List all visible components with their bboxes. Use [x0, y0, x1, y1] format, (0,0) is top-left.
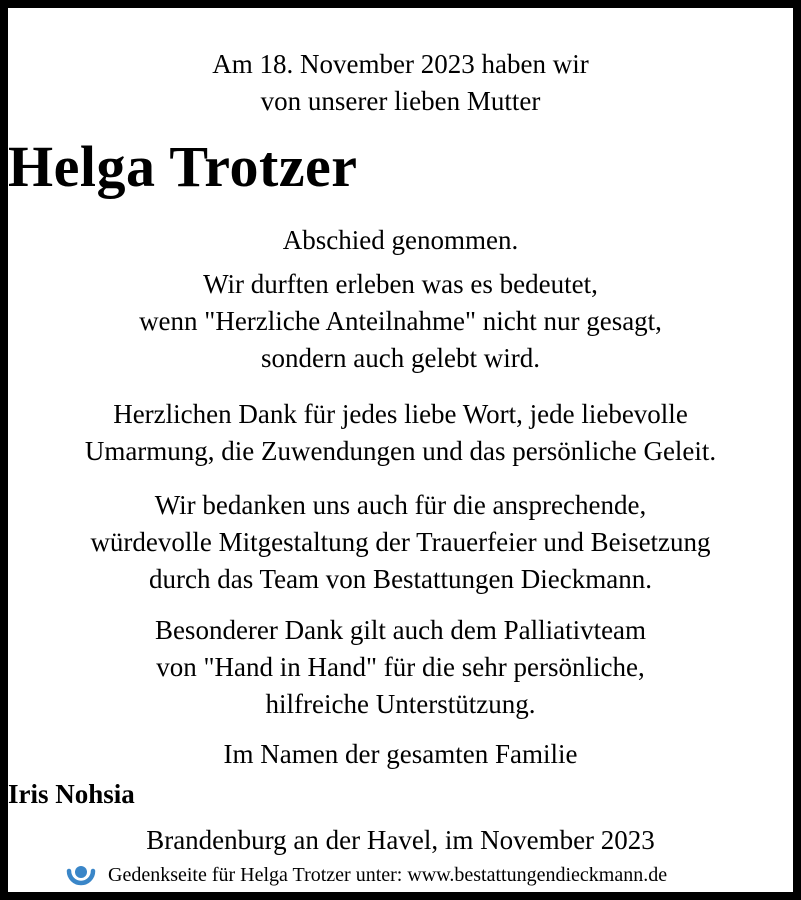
intro-line: von unserer lieben Mutter	[260, 86, 541, 116]
memorial-logo-icon	[64, 858, 98, 892]
paragraph-line: sondern auch gelebt wird.	[261, 343, 540, 373]
paragraph-dank	[8, 396, 793, 470]
place-date-text: Brandenburg an der Havel, im November 2023	[146, 825, 655, 855]
family-text: Im Namen der gesamten Familie	[223, 739, 578, 769]
place-date	[8, 822, 793, 859]
paragraph-line: Wir durften erleben was es bedeutet,	[203, 269, 598, 299]
paragraph-line: Wir bedanken uns auch für die ansprechende,	[154, 490, 647, 520]
memorial-page-link[interactable]: Gedenkseite für Helga Trotzer unter: www.bestattungendieckmann.de	[108, 864, 668, 886]
paragraph-line: Besonderer Dank gilt auch dem Palliativteam	[154, 615, 647, 645]
intro-line: Am 18. November 2023 haben wir	[212, 49, 589, 79]
paragraph-erleben	[8, 266, 793, 377]
paragraph-besonderer	[8, 612, 793, 723]
paragraph-line: Umarmung, die Zuwendungen und das persönliche Geleit.	[84, 436, 717, 466]
paragraph-line: durch das Team von Bestattungen Dieckmann.	[149, 564, 652, 594]
intro-text	[8, 46, 793, 120]
signer-name: Iris Nohsia	[8, 779, 135, 809]
farewell-text: Abschied genommen.	[282, 225, 519, 255]
footer	[64, 858, 667, 892]
family-line	[8, 736, 793, 773]
paragraph-line: würdevolle Mitgestaltung der Trauerfeier und Beisetzung	[90, 527, 711, 557]
paragraph-bedanken	[8, 487, 793, 598]
farewell-line	[8, 222, 793, 259]
paragraph-line: hilfreiche Unterstützung.	[265, 689, 536, 719]
paragraph-line: von "Hand in Hand" für die sehr persönliche,	[156, 652, 645, 682]
paragraph-line: Herzlichen Dank für jedes liebe Wort, jede liebevolle	[113, 399, 688, 429]
paragraph-line: wenn "Herzliche Anteilnahme" nicht nur gesagt,	[139, 306, 662, 336]
deceased-name: Helga Trotzer	[8, 134, 358, 199]
